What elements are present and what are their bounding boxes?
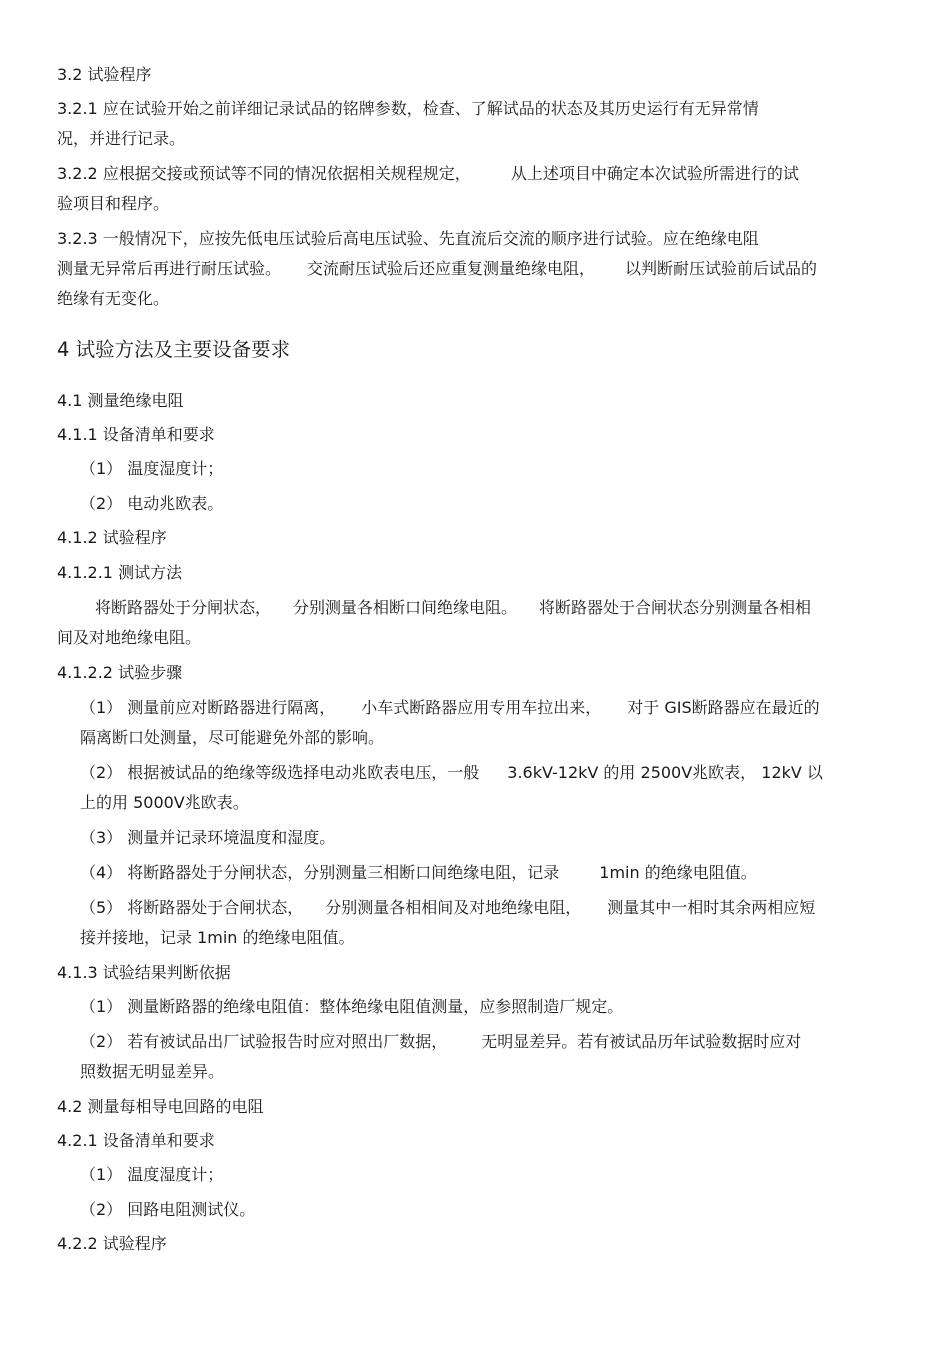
step-1-line-1 bbox=[80, 693, 895, 723]
section-4-2-heading bbox=[57, 1092, 887, 1122]
list-item-text: （2） 电动兆欧表。 bbox=[80, 494, 224, 513]
criterion-2-part-b: 无明显差异。若有被试品历年试验数据时应对 bbox=[481, 1032, 802, 1051]
step-1-part-a: （1） 测量前应对断路器进行隔离， bbox=[80, 698, 336, 717]
paragraph-3-2-3-line-2-part-a: 测量无异常后再进行耐压试验。 bbox=[57, 259, 282, 278]
section-4-1-2-2-heading-text: 4.1.2.2 试验步骤 bbox=[57, 663, 183, 682]
step-4-part-a: （4） 将断路器处于分闸状态，分别测量三相断口间绝缘电阻，记录 bbox=[80, 863, 560, 882]
list-item bbox=[80, 1160, 895, 1190]
section-4-1-3-heading bbox=[57, 958, 887, 988]
step-1-part-b: 小车式断路器应用专用车拉出来， bbox=[361, 698, 602, 717]
list-item-text: （2） 回路电阻测试仪。 bbox=[80, 1200, 256, 1219]
paragraph-3-2-3-line-2 bbox=[57, 254, 887, 284]
criterion-2 bbox=[80, 1027, 895, 1087]
step-5-part-b: 分别测量各相相间及对地绝缘电阻， bbox=[325, 898, 582, 917]
section-4-1-1-heading-text: 4.1.1 设备清单和要求 bbox=[57, 425, 215, 444]
step-5 bbox=[80, 893, 895, 953]
step-4-part-b: 1min 的绝缘电阻值。 bbox=[599, 863, 757, 882]
paragraph-4-1-2-1-line-1 bbox=[57, 593, 887, 623]
paragraph-3-2-2 bbox=[57, 159, 887, 219]
list-item-text: （1） 温度湿度计； bbox=[80, 459, 224, 478]
paragraph-3-2-1-line-1: 3.2.1 应在试验开始之前详细记录试品的铭牌参数，检查、了解试品的状态及其历史运行有无异常情 bbox=[57, 99, 759, 118]
step-1-line-2: 隔离断口处测量，尽可能避免外部的影响。 bbox=[80, 728, 385, 747]
section-4-heading bbox=[57, 335, 887, 365]
step-5-part-a: （5） 将断路器处于合闸状态， bbox=[80, 898, 304, 917]
paragraph-3-2-3-line-1: 3.2.3 一般情况下，应按先低电压试验后高电压试验、先直流后交流的顺序进行试验。应在绝缘电阻 bbox=[57, 229, 759, 248]
section-4-heading-text: 4 试验方法及主要设备要求 bbox=[57, 338, 291, 361]
section-4-2-heading-text: 4.2 测量每相导电回路的电阻 bbox=[57, 1097, 264, 1116]
section-4-1-2-1-heading-text: 4.1.2.1 测试方法 bbox=[57, 563, 183, 582]
step-3 bbox=[80, 823, 895, 853]
step-2-part-a: （2） 根据被试品的绝缘等级选择电动兆欧表电压，一般 bbox=[80, 763, 480, 782]
list-item-text: （1） 温度湿度计； bbox=[80, 1165, 224, 1184]
section-4-1-2-heading-text: 4.1.2 试验程序 bbox=[57, 528, 167, 547]
paragraph-3-2-3 bbox=[57, 224, 887, 314]
step-1 bbox=[80, 693, 895, 753]
paragraph-3-2-2-line-2: 验项目和程序。 bbox=[57, 194, 170, 213]
criterion-2-line-1 bbox=[80, 1027, 895, 1057]
step-2 bbox=[80, 758, 895, 818]
section-4-1-1-heading bbox=[57, 420, 887, 450]
paragraph-3-2-1 bbox=[57, 94, 887, 154]
step-5-part-c: 测量其中一相时其余两相应短 bbox=[607, 898, 816, 917]
step-5-line-1 bbox=[80, 893, 895, 923]
paragraph-4-1-2-1-line-1-part-a: 将断路器处于分闸状态， bbox=[95, 598, 272, 617]
step-3-text: （3） 测量并记录环境温度和湿度。 bbox=[80, 828, 336, 847]
section-4-2-1-heading bbox=[57, 1126, 887, 1156]
section-4-1-heading bbox=[57, 386, 887, 416]
paragraph-3-2-3-line-2-part-b: 交流耐压试验后还应重复测量绝缘电阻， bbox=[307, 259, 596, 278]
section-4-1-2-2-heading bbox=[57, 658, 887, 688]
section-4-2-2-heading-text: 4.2.2 试验程序 bbox=[57, 1234, 167, 1253]
section-4-1-heading-text: 4.1 测量绝缘电阻 bbox=[57, 391, 184, 410]
paragraph-4-1-2-1-line-1-part-c: 将断路器处于合闸状态分别测量各相相 bbox=[539, 598, 812, 617]
step-1-part-c: 对于 GIS断路器应在最近的 bbox=[627, 698, 820, 717]
criterion-1 bbox=[80, 992, 895, 1022]
paragraph-3-2-1-line-2: 况，并进行记录。 bbox=[57, 129, 186, 148]
step-4 bbox=[80, 858, 895, 888]
paragraph-4-1-2-1 bbox=[57, 593, 887, 653]
paragraph-4-1-2-1-line-1-part-b: 分别测量各相断口间绝缘电阻。 bbox=[293, 598, 518, 617]
list-item bbox=[80, 489, 895, 519]
step-5-line-2: 接并接地，记录 1min 的绝缘电阻值。 bbox=[80, 928, 355, 947]
criterion-2-line-2: 照数据无明显差异。 bbox=[80, 1062, 225, 1081]
list-item bbox=[80, 454, 895, 484]
section-3-2-heading-text: 3.2 试验程序 bbox=[57, 65, 152, 84]
section-4-1-2-heading bbox=[57, 523, 887, 553]
section-4-2-1-heading-text: 4.2.1 设备清单和要求 bbox=[57, 1131, 215, 1150]
section-4-1-3-heading-text: 4.1.3 试验结果判断依据 bbox=[57, 963, 231, 982]
paragraph-3-2-2-line-1 bbox=[57, 159, 887, 189]
paragraph-3-2-2-line-1-part-a: 3.2.2 应根据交接或预试等不同的情况依据相关规程规定， bbox=[57, 164, 471, 183]
list-item bbox=[80, 1195, 895, 1225]
paragraph-4-1-2-1-line-2: 间及对地绝缘电阻。 bbox=[57, 628, 202, 647]
step-2-line-1 bbox=[80, 758, 895, 788]
step-2-line-2: 上的用 5000V兆欧表。 bbox=[80, 793, 249, 812]
section-3-2-heading bbox=[57, 60, 887, 90]
paragraph-3-2-3-line-2-part-c: 以判断耐压试验前后试品的 bbox=[625, 259, 818, 278]
section-4-1-2-1-heading bbox=[57, 558, 887, 588]
step-2-part-b: 3.6kV-12kV 的用 2500V兆欧表， 12kV 以 bbox=[507, 763, 823, 782]
criterion-2-part-a: （2） 若有被试品出厂试验报告时应对照出厂数据， bbox=[80, 1032, 448, 1051]
paragraph-3-2-2-line-1-part-b: 从上述项目中确定本次试验所需进行的试 bbox=[510, 164, 799, 183]
paragraph-3-2-3-line-3: 绝缘有无变化。 bbox=[57, 289, 170, 308]
section-4-2-2-heading bbox=[57, 1229, 887, 1259]
criterion-1-text: （1） 测量断路器的绝缘电阻值：整体绝缘电阻值测量，应参照制造厂规定。 bbox=[80, 997, 624, 1016]
